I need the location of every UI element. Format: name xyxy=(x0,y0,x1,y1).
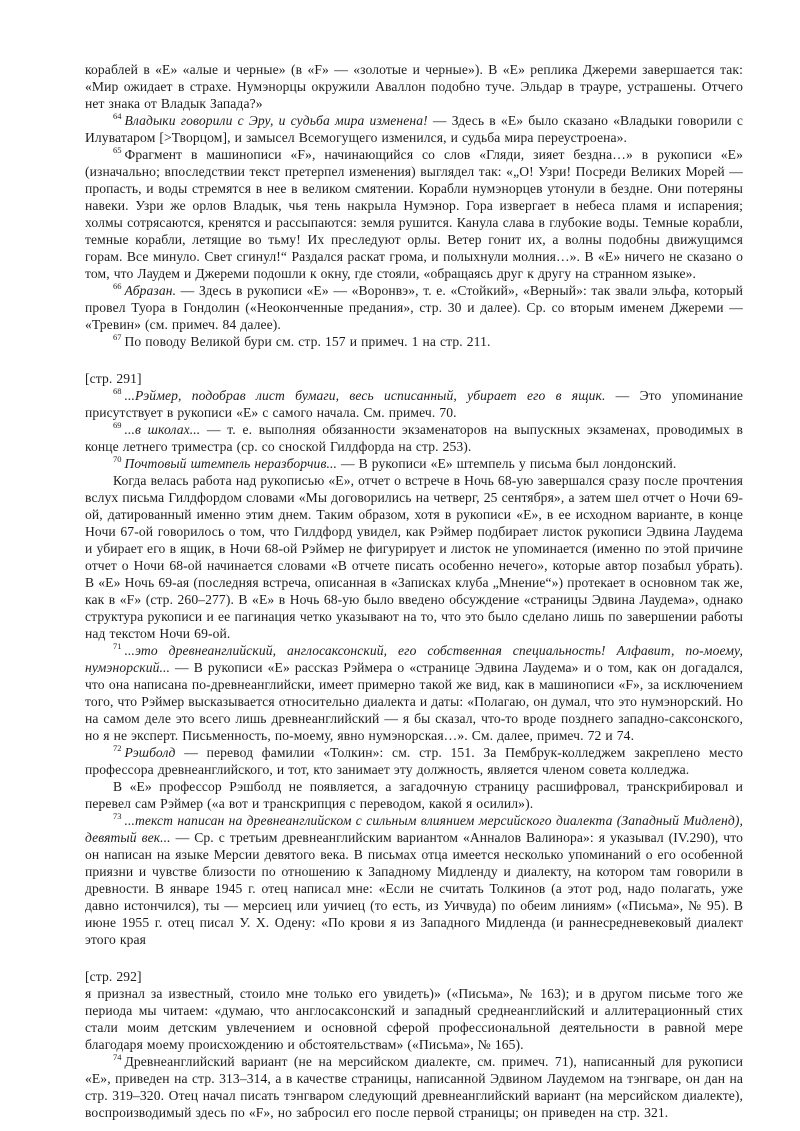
text-run-italic: Абразан. xyxy=(124,283,177,298)
text-run: [стр. 291] xyxy=(85,371,142,386)
body-paragraph xyxy=(85,985,743,1053)
footnote-number: 74 xyxy=(113,1052,122,1063)
footnote-number: 67 xyxy=(113,332,122,343)
footnote-71 xyxy=(85,642,743,744)
text-run: Древнеанглийский вариант (не на мерсийском диалекте, см. примеч. 71), написанный для рукописи «Е», приведен на стр. 313–314, а в качестве страницы, написанной Эдвином Лаудемом на тэнгваре, он дан на стр. 319–320. Отец начал писать тэнгваром следующий древнеанглийский вариант (на мерсийском диалекте), воспроизводимый здесь по «F», но забросил его после первой страницы; он приведен на стр. 321. xyxy=(85,1054,743,1120)
footnote-number: 70 xyxy=(113,454,122,465)
text-run: — В рукописи «Е» рассказ Рэймера о «странице Эдвина Лаудема» и о том, как он догадался, что она написана по-древнеанглийски, имеет примерно такой же вид, как в машинописи «F», за исключением того, что Рэймер высказывается относительно диалекта и даты: «Полагаю, он думал, что это нумэнорский. Но на самом деле это всего лишь древнеанглийский — я бы сказал, что-то вроде позднего западно-саксонского, но я не эксперт. Письменность, по-моему, явно нумэнорская…». См. далее, примеч. 72 и 74. xyxy=(85,660,743,743)
text-run: — Это упоминание присутствует в рукописи «Е» с самого начала. См. примеч. 70. xyxy=(85,388,744,420)
footnote-number: 71 xyxy=(113,641,122,652)
text-run: кораблей в «Е» «алые и черные» (в «F» — «золотые и черные»). В «Е» реплика Джереми завершается так: «Мир ожидает в страхе. Нумэнорцы окружили Аваллон подобно туче. Эльдар в трауре, устрашены. Отчего нет знака от Владык Запада?» xyxy=(85,62,743,111)
text-run: — Здесь в «Е» было сказано «Владыки говорили с Илуватаром [>Творцом], и замысел Всемогущего изменился, и судьба мира переустроена». xyxy=(85,113,743,145)
footnote-67 xyxy=(85,333,743,350)
footnote-number: 68 xyxy=(113,386,122,397)
footnote-64 xyxy=(85,112,743,146)
footnote-number: 73 xyxy=(113,811,122,822)
text-run-italic: Владыки говорили с Эру, и судьба мира изменена! xyxy=(124,113,428,128)
text-run: — Ср. с третьим древнеанглийским вариантом «Анналов Валинора»: я указывал (IV.290), что он написан на языке Мерсии девятого века. В письмах отца имеется несколько упоминаний о его особенной приязни и чувстве близости по отношению к Западному Мидленду и диалекту, на котором там говорили в древности. В январе 1945 г. отец написал мне: «Если не считать Толкинов (а этот род, надо полагать, уже давно истончился), ты — мерсиец или уичиец (то есть, из Уичвуда) по обеим линиям» («Письма», № 95). В июне 1955 г. отец писал У. Х. Одену: «По крови я из Западного Мидленда (и раннесредневековый диалект этого края xyxy=(85,830,743,947)
text-run: я признал за известный, стоило мне только его увидеть)» («Письма», № 163); и в другом письме того же периода мы читаем: «думаю, что англосаксонский и западный среднеанглийский и аллитерационный стих стали моим детским увлечением и основной сферой профессиональной деятельности в равной мере благодаря моему происхождению и обстоятельствам» («Письма», № 165). xyxy=(85,986,743,1052)
text-run-italic: Почтовый штемпель неразборчив... xyxy=(124,456,337,471)
text-run-italic: Рэшболд xyxy=(124,745,176,760)
text-run: По поводу Великой бури см. стр. 157 и примеч. 1 на стр. 211. xyxy=(124,334,491,349)
body-paragraph xyxy=(85,778,743,812)
text-run: В «Е» профессор Рэшболд не появляется, а загадочную страницу расшифровал, транскрибировал и перевел сам Рэймер («а вот и транскрипция с переводом, какой я осилил»). xyxy=(85,779,743,811)
page-marker xyxy=(85,968,743,985)
text-run: [стр. 292] xyxy=(85,969,142,984)
text-run: — т. е. выполняя обязанности экзаменаторов на выпускных экзаменах, проводимых в конце летнего триместра (ср. со сноской Гилдфорда на стр. 253). xyxy=(85,422,743,454)
text-run-italic: ...текст написан на древнеанглийском с сильным влиянием мерсийского диалекта (Западный Мидленд), девятый век... xyxy=(85,813,743,845)
text-run: Когда велась работа над рукописью «Е», отчет о встрече в Ночь 68-ую завершался сразу после прочтения вслух письма Гилдфордом словами «Мы договорились на четверг, 25 сентября», а затем шел отчет о Ночи 69-ой, датированный именно этим днем. Таким образом, хотя в рукописи «Е», в ее исходном варианте, в конце Ночи 67-ой говорилось о том, что Гилдфорд увидел, как Рэймер подбирает листок рукописи Эдвина Лаудема и убирает его в ящик, в Ночи 68-ой Рэймер не фигурирует и листок не упоминается (именно по этой причине отчет о Ночи 68-ой начинается словами «В отчете писать особенно нечего», которые автор позабыл убрать). В «Е» Ночь 69-ая (последняя встреча, описанная в «Записках клуба „Мнение“») протекает в основном так же, как в «F» (стр. 260–277). В «Е» в Ночь 68-ую было введено обсуждение «страницы Эдвина Лаудема», однако структура рукописи и ее пагинация четко указывают на то, что это было сделано лишь по завершении работы над текстом Ночи 69-ой. xyxy=(85,473,743,641)
footnote-69 xyxy=(85,421,743,455)
footnote-65 xyxy=(85,146,743,282)
text-run: — В рукописи «Е» штемпель у письма был лондонский. xyxy=(336,456,677,471)
body-paragraph xyxy=(85,472,743,642)
footnote-number: 69 xyxy=(113,420,122,431)
footnote-72 xyxy=(85,744,743,778)
footnote-70 xyxy=(85,455,743,472)
footnote-number: 64 xyxy=(113,111,122,122)
text-run: — Здесь в рукописи «Е» — «Воронвэ», т. е. «Стойкий», «Верный»: так звали эльфа, который провел Туора в Гондолин («Неоконченные предания», стр. 30 и далее). Ср. со вторым именем Джереми — «Тревин» (см. примеч. 84 далее). xyxy=(85,283,743,332)
footnote-74 xyxy=(85,1053,743,1121)
body-paragraph xyxy=(85,61,743,112)
text-run-italic: ...Рэймер, подобрав лист бумаги, весь исписанный, убирает его в ящик. xyxy=(124,388,606,403)
page-marker xyxy=(85,370,743,387)
footnote-66 xyxy=(85,282,743,333)
footnote-number: 72 xyxy=(113,743,122,754)
footnote-73 xyxy=(85,812,743,948)
text-run-italic: ...это древнеанглийский, англосаксонский, его собственная специальность! Алфавит, по-моему, нумэнорский... xyxy=(85,643,743,675)
text-run: — перевод фамилии «Толкин»: см. стр. 151. За Пембрук-колледжем закреплено место профессора древнеанглийского, и тот, кто занимает эту должность, является членом совета колледжа. xyxy=(85,745,743,777)
text-run-italic: ...в школах... xyxy=(124,422,201,437)
footnote-number: 66 xyxy=(113,281,122,292)
footnote-68 xyxy=(85,387,743,421)
footnote-number: 65 xyxy=(113,145,122,156)
text-run: Фрагмент в машинописи «F», начинающийся со слов «Гляди, зияет бездна…» в рукописи «Е» (изначально; впоследствии текст претерпел изменения) выглядел так: «„О! Узри! Посреди Великих Морей — пропасть, и воды стремятся в нее в великом смятении. Корабли нумэнорцев утонули в бездне. Они потеряны навеки. Узри же орлов Владык, чья тень накрыла Нумэнор. Гора извергает в небеса пламя и испарения; холмы сотрясаются, кренятся и рассыпаются: земля рушится. Канула слава в глубокие воды. Темные корабли, темные корабли, летящие во тьму! Их преследуют орлы. Ветер гонит их, а волны подобны движущимся горам. Все минуло. Свет сгинул!“ Раздался раскат грома, и полыхнули молния…». В «Е» ничего не сказано о том, что Лаудем и Джереми подошли к окну, где стояли, «обращаясь друг к другу на странном языке». xyxy=(85,147,743,281)
